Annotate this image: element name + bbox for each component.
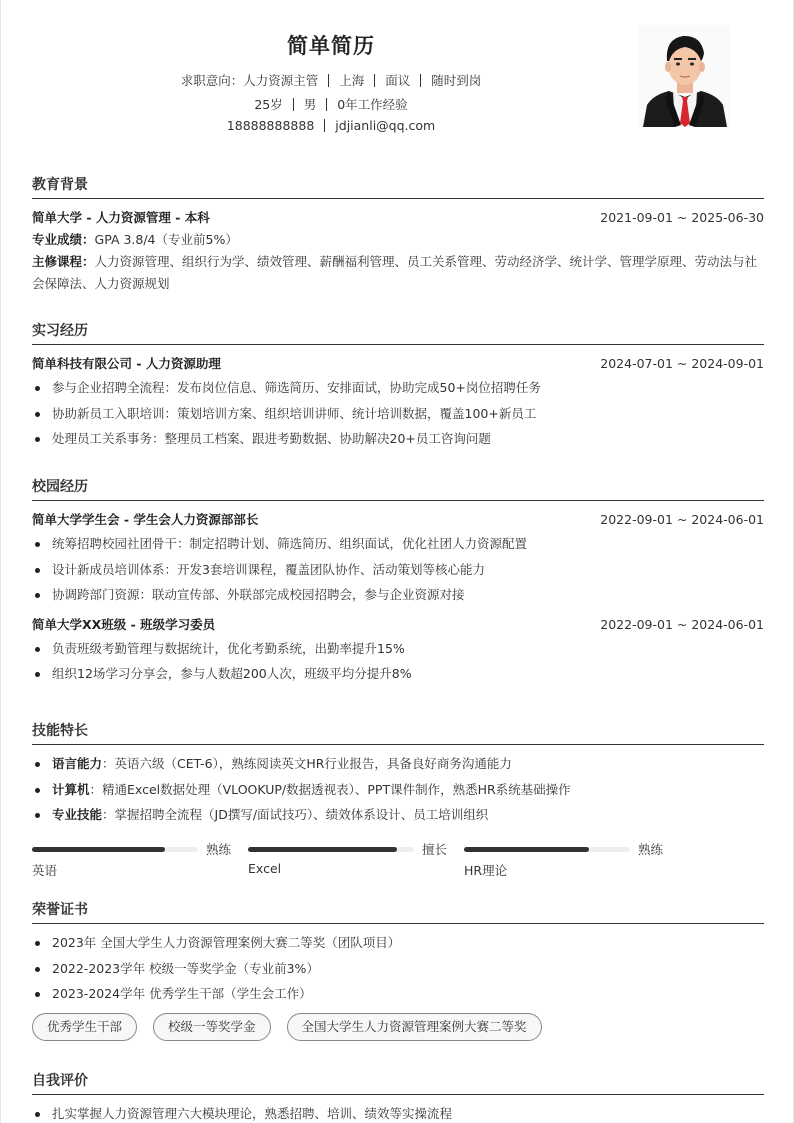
skill-name: Excel	[248, 861, 282, 876]
education-date: 2021-09-01 ~ 2025-06-30	[600, 210, 764, 225]
skill-track	[464, 847, 630, 852]
separator	[326, 98, 327, 111]
skill-level: 熟练	[206, 842, 232, 857]
list-item: 协助新员工入职培训：策划培训方案、组织培训讲师、统计培训数据，覆盖100+新员工	[32, 401, 764, 427]
separator	[374, 74, 375, 87]
availability: 随时到岗	[431, 73, 482, 88]
skill-track	[32, 847, 198, 852]
list-item: 2023年 全国大学生人力资源管理案例大赛二等奖（团队项目）	[32, 930, 764, 956]
skills-section	[32, 720, 764, 828]
company-role: 简单科技有限公司 - 人力资源助理	[32, 356, 221, 371]
internship-entry-header	[32, 353, 764, 375]
self-evaluation-section	[32, 1070, 764, 1123]
list-item	[32, 802, 764, 828]
section-divider	[32, 198, 764, 199]
section-title: 实习经历	[32, 323, 88, 339]
campus-bullets	[32, 531, 764, 608]
separator	[324, 119, 325, 132]
skill-text: ：英语六级（CET-6），熟练阅读英文HR行业报告，具备良好商务沟通能力	[102, 756, 512, 771]
job-intent-line	[1, 71, 661, 89]
education-section	[32, 174, 764, 295]
section-divider	[32, 1094, 764, 1095]
self-eval-bullets	[32, 1101, 764, 1123]
campus-date: 2022-09-01 ~ 2024-06-01	[600, 512, 764, 527]
campus-section	[32, 476, 764, 687]
skills-bullets	[32, 751, 764, 828]
list-item: 参与企业招聘全流程：发布岗位信息、筛选简历、安排面试，协助完成50+岗位招聘任务	[32, 375, 764, 401]
skill-text: ：掌握招聘全流程（JD撰写/面试技巧）、绩效体系设计、员工培训组织	[102, 807, 489, 822]
internship-date: 2024-07-01 ~ 2024-09-01	[600, 356, 764, 371]
skill-name: HR理论	[464, 863, 508, 878]
section-title: 自我评价	[32, 1073, 88, 1089]
skill-label: 语言能力	[52, 756, 103, 771]
campus-entry-header	[32, 614, 764, 636]
separator	[420, 74, 421, 87]
gpa-label: 专业成绩：	[32, 232, 95, 247]
school-degree: 简单大学 - 人力资源管理 - 本科	[32, 210, 210, 225]
list-item: 扎实掌握人力资源管理六大模块理论，熟悉招聘、培训、绩效等实操流程	[32, 1101, 764, 1123]
avatar-illustration-icon	[639, 25, 731, 127]
gpa-value: GPA 3.8/4（专业前5%）	[94, 232, 238, 247]
list-item: 设计新成员培训体系：开发3套培训课程，覆盖团队协作、活动策划等核心能力	[32, 557, 764, 583]
campus-entry-header	[32, 509, 764, 531]
skill-text: ：精通Excel数据处理（VLOOKUP/数据透视表）、PPT课件制作，熟悉HR系统基础操作	[89, 781, 571, 797]
skill-fill	[248, 847, 397, 852]
org-role: 简单大学XX班级 - 班级学习委员	[32, 616, 216, 632]
job-intent: 求职意向：人力资源主管	[180, 73, 319, 88]
phone: 18888888888	[226, 118, 315, 133]
section-divider	[32, 500, 764, 501]
section-divider	[32, 923, 764, 924]
gender: 男	[303, 97, 317, 112]
campus-bullets	[32, 636, 764, 687]
section-title: 校园经历	[32, 479, 88, 495]
honors-bullets	[32, 930, 764, 1007]
internship-bullets	[32, 375, 764, 452]
list-item: 协调跨部门资源：联动宣传部、外联部完成校园招聘会，参与企业资源对接	[32, 582, 764, 608]
skill-name: 英语	[32, 863, 58, 878]
list-item: 负责班级考勤管理与数据统计，优化考勤系统，出勤率提升15%	[32, 636, 764, 662]
separator	[293, 98, 294, 111]
skill-label: 计算机	[52, 781, 90, 797]
resume-header	[1, 0, 794, 140]
section-title: 教育背景	[32, 177, 88, 193]
skill-level: 擅长	[422, 842, 448, 857]
education-entry-header	[32, 207, 764, 229]
campus-date: 2022-09-01 ~ 2024-06-01	[600, 616, 764, 632]
skill-bars	[32, 842, 764, 882]
email: jdjianli@qq.com	[335, 118, 436, 133]
skill-level: 熟练	[638, 842, 664, 857]
basic-info-line	[1, 95, 661, 113]
section-title: 荣誉证书	[32, 902, 88, 918]
list-item: 统筹招聘校园社团骨干：制定招聘计划、筛选简历、组织面试，优化社团人力资源配置	[32, 531, 764, 557]
honor-tag: 校级一等奖学金	[153, 1013, 271, 1041]
avatar-photo	[639, 25, 731, 127]
list-item: 组织12场学习分享会，参与人数超200人次，班级平均分提升8%	[32, 661, 764, 687]
skill-label: 专业技能	[52, 807, 103, 822]
org-role: 简单大学学生会 - 学生会人力资源部部长	[32, 512, 259, 527]
skill-fill	[464, 847, 589, 852]
courses-label: 主修课程：	[32, 254, 95, 269]
section-divider	[32, 344, 764, 345]
honor-tag: 优秀学生干部	[32, 1013, 137, 1041]
skill-track	[248, 847, 414, 852]
age: 25岁	[254, 97, 283, 112]
honor-tag: 全国大学生人力资源管理案例大赛二等奖	[287, 1013, 542, 1041]
list-item: 处理员工关系事务：整理员工档案、跟进考勤数据、协助解决20+员工咨询问题	[32, 426, 764, 452]
separator	[328, 74, 329, 87]
internship-section	[32, 320, 764, 452]
honors-section	[32, 899, 764, 1041]
list-item	[32, 777, 764, 803]
resume-title: 简单简历	[287, 34, 375, 58]
section-title: 技能特长	[32, 723, 88, 739]
section-divider	[32, 744, 764, 745]
honor-tags	[32, 1013, 764, 1041]
list-item	[32, 751, 764, 777]
city: 上海	[339, 73, 365, 88]
courses-value: 人力资源管理、组织行为学、绩效管理、薪酬福利管理、员工关系管理、劳动经济学、统计学、管理学原理、劳动法与社会保障法、人力资源规划	[32, 254, 758, 291]
experience: 0年工作经验	[337, 97, 408, 112]
salary: 面议	[385, 73, 411, 88]
skill-fill	[32, 847, 165, 852]
list-item: 2022-2023学年 校级一等奖学金（专业前3%）	[32, 956, 764, 982]
courses-line	[32, 251, 764, 295]
list-item: 2023-2024学年 优秀学生干部（学生会工作）	[32, 981, 764, 1007]
gpa-line	[32, 229, 764, 251]
contact-line	[1, 118, 661, 133]
